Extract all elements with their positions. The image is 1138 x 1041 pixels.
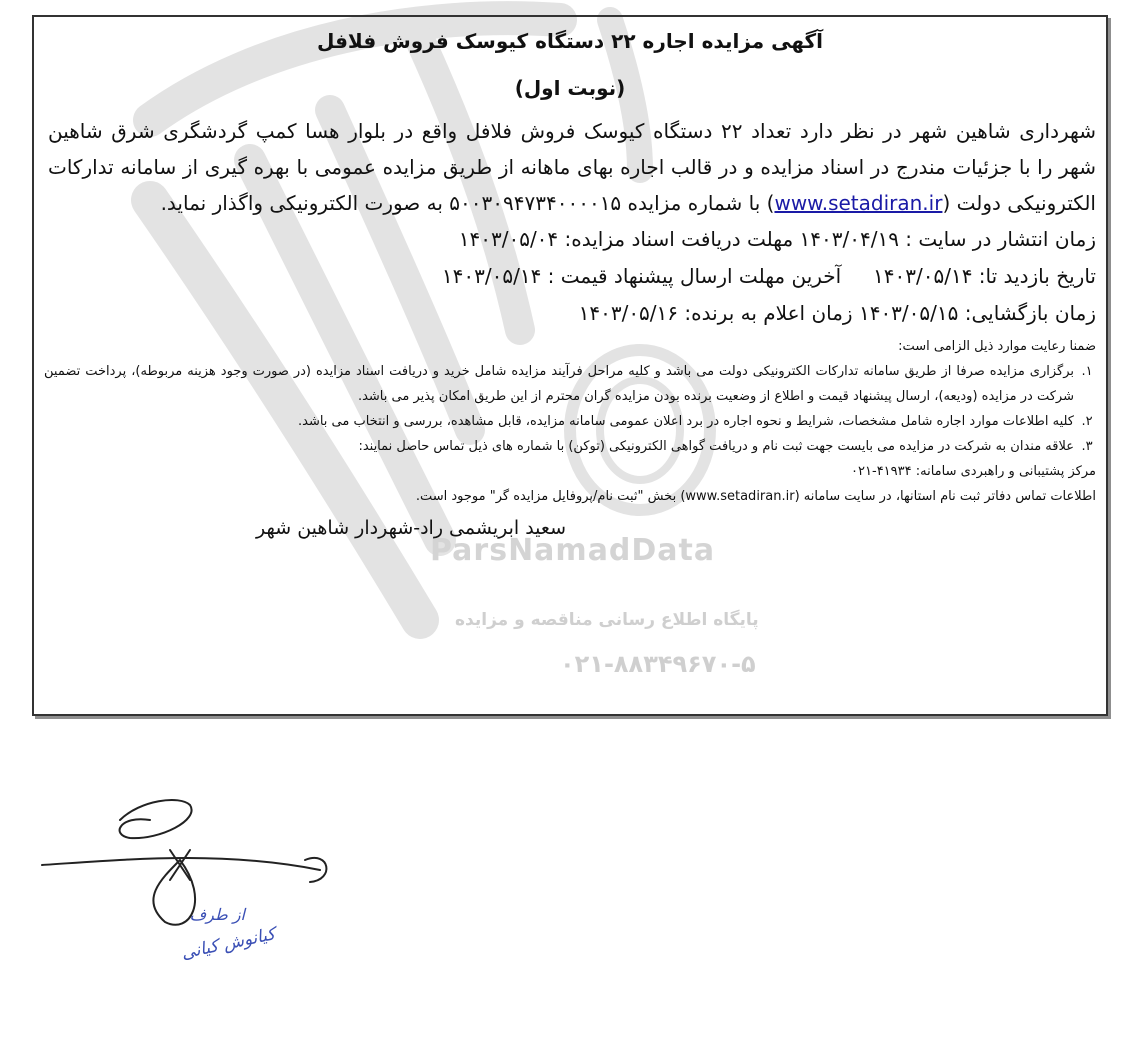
conditions-heading: ضمنا رعایت موارد ذیل الزامی است: [898, 339, 1096, 354]
visit-date-line: تاریخ بازدید تا: ۱۴۰۳/۰۵/۱۴ آخرین مهلت ارسال پیشنهاد قیمت : ۱۴۰۳/۰۵/۱۴ [441, 264, 1096, 288]
condition-number: ۳. [1081, 439, 1093, 454]
condition-number: ۱. [1081, 364, 1093, 379]
auction-notice [32, 15, 1108, 716]
signature-line-2: کیانوش کیانی [179, 924, 278, 964]
condition-item [44, 434, 1093, 459]
watermark-brand: ParsNamadData [430, 533, 716, 568]
condition-number: ۲. [1081, 414, 1093, 429]
signature-handwriting [165, 905, 278, 964]
watermark-site-name: پایگاه اطلاع رسانی مناقصه و مزایده [455, 610, 759, 630]
setadiran-link[interactable]: www.setadiran.ir [774, 191, 943, 215]
condition-item [44, 409, 1093, 434]
support-center-line: مرکز پشتیبانی و راهبردی سامانه: ۴۱۹۳۴-۰۲۱ [851, 464, 1096, 479]
conditions-list [44, 359, 1096, 459]
condition-text: برگزاری مزایده صرفا از طریق سامانه تدارکات الکترونیکی دولت می باشد و کلیه مراحل فرآیند مزایده شامل خرید و دریافت اسناد مزایده (در صورت وجود هزینه مربوطه)، پرداخت تضمین شرکت در مزایده (ودیعه)، ارسال پیشنهاد قیمت و اطلاع از وضعیت برنده بودن مزایده گران محترم از این طریق امکان پذیر می باشد. [44, 364, 1074, 404]
opening-date-line: زمان بازگشایی: ۱۴۰۳/۰۵/۱۵ زمان اعلام به برنده: ۱۴۰۳/۰۵/۱۶ [578, 301, 1096, 325]
watermark-phone: ۰۲۱-۸۸۳۴۹۶۷۰-۵ [560, 650, 756, 678]
signer-name: سعید ابریشمی راد-شهردار شاهین شهر [256, 517, 566, 539]
publish-date-line: زمان انتشار در سایت : ۱۴۰۳/۰۴/۱۹ مهلت دریافت اسناد مزایده: ۱۴۰۳/۰۵/۰۴ [458, 227, 1096, 251]
condition-text: علاقه مندان به شرکت در مزایده می بایست جهت ثبت نام و دریافت گواهی الکترونیکی (توکن) با شماره های ذیل تماس حاصل نمایند: [358, 439, 1074, 454]
intro-text-part1: شهرداری شاهین شهر در نظر دارد تعداد ۲۲ دستگاه کیوسک فروش فلافل واقع در بلوار هسا کمپ گردشگری شرق شاهین شهر را با جزئیات مندرج در اسناد مزایده و در قالب اجاره بهای ماهانه از طریق مزایده عمومی با بهره گیری از سامانه تدارکات الکترونیکی دولت ( [48, 119, 1096, 215]
signature-line-1: از طرف [189, 905, 245, 924]
notice-title: آگهی مزایده اجاره ۲۲ دستگاه کیوسک فروش فلافل [316, 29, 824, 53]
condition-text: کلیه اطلاعات موارد اجاره شامل مشخصات، شرایط و نحوه اجاره در برد اعلان عمومی سامانه مزایده، قابل مشاهده، بررسی و انتخاب می باشد. [297, 414, 1074, 429]
condition-item [44, 359, 1093, 409]
intro-text-part2: ) با شماره مزایده ۵۰۰۳۰۹۴۷۳۴۰۰۰۰۱۵ به صورت الکترونیکی واگذار نماید. [160, 191, 775, 215]
dates-block [44, 221, 1096, 332]
notice-subtitle: (نوبت اول) [514, 76, 626, 100]
contact-info-line: اطلاعات تماس دفاتر ثبت نام استانها، در سایت سامانه (www.setadiran.ir) بخش "ثبت نام/پروفایل مزایده گر" موجود است. [415, 489, 1096, 504]
notice-intro [44, 113, 1096, 221]
